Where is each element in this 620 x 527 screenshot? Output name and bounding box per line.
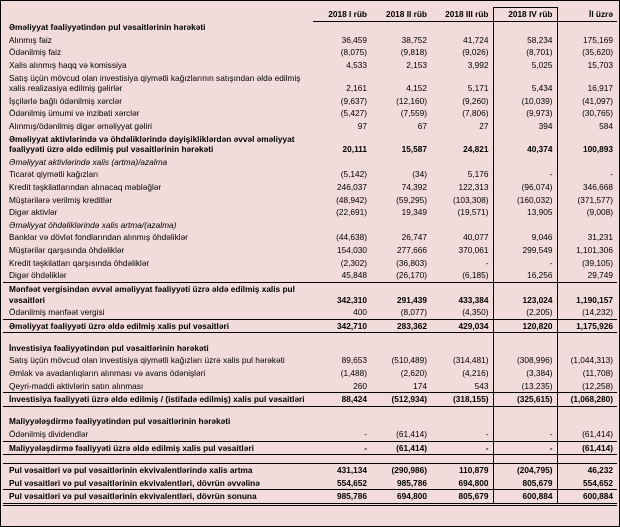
value-cell: (7,559) <box>400 108 427 119</box>
value-cell: 16,917 <box>587 83 613 94</box>
value-cell: (9,973) <box>493 107 557 120</box>
value-cell <box>431 406 493 415</box>
value-cell <box>557 333 617 342</box>
value-cell: (22,691) <box>336 207 367 218</box>
value-cell: (512,934) <box>371 393 431 407</box>
value-cell: (34) <box>412 169 427 180</box>
value-cell <box>371 219 431 232</box>
value-cell: 985,786 <box>397 477 427 488</box>
row-label <box>3 333 313 342</box>
value-cell <box>557 415 617 428</box>
value-cell: - <box>493 168 557 181</box>
value-cell: 19,349 <box>401 207 427 218</box>
value-cell: 24,821 <box>463 144 489 155</box>
value-cell: (290,986) <box>371 464 431 477</box>
value-cell: (12,258) <box>582 380 613 391</box>
value-cell: 5,025 <box>493 59 557 72</box>
value-cell: 1,101,306 <box>576 245 613 256</box>
value-cell: 600,884 <box>557 490 617 505</box>
value-cell: 38,752 <box>401 34 427 45</box>
value-cell: (19,571) <box>457 207 489 218</box>
value-cell <box>371 21 431 34</box>
value-cell: 370,061 <box>458 245 489 256</box>
value-cell: 97 <box>357 120 367 131</box>
value-cell <box>371 342 431 355</box>
table-row <box>3 156 617 169</box>
value-cell <box>313 342 371 355</box>
value-cell: (318,155) <box>431 393 493 407</box>
value-cell <box>431 219 493 232</box>
value-cell: 100,893 <box>583 144 613 155</box>
value-cell: (371,577) <box>577 194 613 205</box>
value-cell <box>493 415 557 428</box>
table-body <box>3 21 617 504</box>
value-cell: 291,439 <box>371 282 431 306</box>
value-cell: (5,142) <box>340 169 367 180</box>
row-label: Mənfəət vergisindən əvvəl əməliyyat fəaliyyəti üzrə əldə edilmiş xalis pul vəsaitləri <box>3 282 313 306</box>
value-cell: - <box>493 441 557 455</box>
value-cell: 554,652 <box>337 477 367 488</box>
value-cell: (2,302) <box>340 257 367 268</box>
value-cell: 3,992 <box>467 59 489 70</box>
value-cell <box>493 406 557 415</box>
value-cell: 277,666 <box>397 245 427 256</box>
value-cell: (325,615) <box>493 393 557 407</box>
value-cell: 805,679 <box>493 477 557 490</box>
table-row <box>3 107 617 120</box>
value-cell: 694,800 <box>458 477 489 488</box>
value-cell: - <box>313 441 371 455</box>
row-label: Müştərilər qarşısında öhdəliklər <box>9 245 125 256</box>
value-cell: 805,679 <box>431 490 493 505</box>
value-cell: 554,652 <box>583 477 613 488</box>
table-row <box>3 194 617 207</box>
table-row <box>3 59 617 72</box>
table-row <box>3 133 617 156</box>
value-cell: 543 <box>474 380 489 391</box>
value-cell: - <box>493 257 557 270</box>
value-cell: (61,414) <box>371 441 431 455</box>
value-cell: 4,152 <box>406 83 427 94</box>
value-cell <box>371 415 431 428</box>
value-cell: (6,185) <box>462 270 489 281</box>
value-cell <box>371 406 431 415</box>
value-cell: (103,308) <box>452 194 489 205</box>
value-cell <box>493 455 557 464</box>
table-row <box>3 380 617 393</box>
value-cell: 89,653 <box>341 355 367 366</box>
row-label: Ödənilmiş mənfəət vergisi <box>9 307 105 318</box>
value-cell <box>371 455 431 464</box>
value-cell: 110,879 <box>431 464 493 477</box>
table-row <box>3 415 617 428</box>
value-cell <box>493 21 557 34</box>
value-cell: (35,620) <box>582 47 613 58</box>
value-cell: 15,703 <box>587 59 613 70</box>
value-cell <box>313 415 371 428</box>
value-cell: 13,905 <box>493 206 557 219</box>
value-cell: 88,424 <box>313 393 371 407</box>
table-row <box>3 21 617 34</box>
row-label: Digər aktivlər <box>9 207 58 218</box>
value-cell <box>557 342 617 355</box>
value-cell: (10,039) <box>493 95 557 108</box>
value-cell: 5,171 <box>467 83 489 94</box>
row-label: Satış üçün mövcud olan investisiya qiymətli kağızları üzrə xalis pul hərəkəti <box>9 355 285 366</box>
value-cell <box>493 156 557 169</box>
row-label: Əməliyyat aktivlərində xalis (artma)/azalma <box>9 156 168 167</box>
table-row <box>3 441 617 455</box>
value-cell: (204,795) <box>493 464 557 477</box>
cash-flow-table <box>3 7 617 506</box>
table-row <box>3 464 617 477</box>
value-cell <box>313 219 371 232</box>
value-cell: - <box>364 429 367 439</box>
value-cell: 154,030 <box>337 245 367 256</box>
value-cell: (1,068,280) <box>557 393 617 407</box>
row-label: Əməliyyat aktivlərində və öhdəliklərində dəyişikliklərdən əvvəl əməliyyat fəaliyyəti üzrə əldə edilmiş pul vəsaitlərinin hərəkəti <box>9 133 295 155</box>
value-cell: (3,384) <box>493 367 557 380</box>
table-row <box>3 282 617 306</box>
row-label: Alınmış faiz <box>9 34 52 45</box>
value-cell: 41,724 <box>463 34 489 45</box>
value-cell: 5,176 <box>467 169 489 180</box>
value-cell <box>313 156 371 169</box>
row-label: Ödənilmiş dividendlər <box>9 429 89 439</box>
value-cell: 58,234 <box>493 34 557 47</box>
value-cell: 36,459 <box>341 34 367 45</box>
value-cell: (2,620) <box>400 368 427 379</box>
table-row <box>3 319 617 333</box>
table-row <box>3 181 617 194</box>
row-label: Müştərilərə verilmiş kreditlər <box>9 194 113 205</box>
value-cell <box>493 219 557 232</box>
value-cell: 433,384 <box>431 282 493 306</box>
row-label: Maliyyələşdirmə fəaliyyəti üzrə əldə edilmiş xalis pul vəsaitləri <box>3 441 313 455</box>
column-header: 2018 II rüb <box>371 8 431 22</box>
value-cell <box>313 21 371 34</box>
row-label: Xalis alınmış haqq və komissiya <box>9 59 127 70</box>
value-cell: 283,362 <box>371 319 431 333</box>
row-label: Əmlak və avadanlıqların alınması və avans ödənişləri <box>9 368 206 379</box>
row-label: İşçilərlə bağlı ödənilmiş xərclər <box>9 95 122 106</box>
row-label-header <box>3 8 313 22</box>
row-label: Pul vəsaitləri və pul vəsaitlərinin ekvivalentlərində xalis artma <box>3 464 313 477</box>
row-label: Əməliyyat öhdəliklərində xalis artma/(azalma) <box>9 219 177 230</box>
value-cell: 16,256 <box>493 269 557 282</box>
value-cell: - <box>485 257 489 268</box>
value-cell <box>431 333 493 342</box>
row-label: Satış üçün mövcud olan investisiya qiymətli kağızlarının satışından əldə edilmiş xalis realizasiya edilmiş gəlirlər <box>9 72 301 94</box>
value-cell: (2,205) <box>493 306 557 319</box>
value-cell: (26,170) <box>396 270 427 281</box>
value-cell: 394 <box>493 120 557 133</box>
value-cell: 174 <box>413 380 427 391</box>
value-cell: 26,747 <box>401 232 427 243</box>
value-cell: (44,638) <box>336 232 367 243</box>
value-cell: (61,414) <box>582 429 613 439</box>
value-cell: (9,818) <box>400 47 427 58</box>
row-label: Digər öhdəliklər <box>9 270 67 281</box>
value-cell: (8,075) <box>340 47 367 58</box>
value-cell: (8,077) <box>400 307 427 318</box>
value-cell: 260 <box>353 380 367 391</box>
value-cell: 29,749 <box>587 270 613 281</box>
value-cell: (160,032) <box>493 194 557 207</box>
value-cell: 246,037 <box>337 182 367 193</box>
value-cell <box>431 342 493 355</box>
value-cell <box>431 455 493 464</box>
value-cell: 123,024 <box>493 282 557 306</box>
value-cell: 2,153 <box>406 59 427 70</box>
value-cell: (61,414) <box>557 441 617 455</box>
value-cell: (7,806) <box>462 108 489 119</box>
value-cell <box>493 342 557 355</box>
row-label: Kredit təşkilatları qarşısında öhdəliklər <box>9 257 150 268</box>
value-cell: - <box>485 429 489 439</box>
value-cell: (11,708) <box>582 368 613 379</box>
value-cell: (13,235) <box>493 380 557 393</box>
value-cell: 20,111 <box>342 144 367 155</box>
value-cell: (41,097) <box>582 95 613 106</box>
value-cell: 400 <box>353 307 367 318</box>
value-cell: 1,190,157 <box>557 282 617 306</box>
value-cell: (48,942) <box>336 194 367 205</box>
value-cell: 5,434 <box>493 72 557 95</box>
value-cell: - <box>610 169 613 180</box>
value-cell <box>493 333 557 342</box>
row-label: Alınmış/ödənilmiş digər əməliyyat gəliri <box>9 120 152 131</box>
value-cell: - <box>431 441 493 455</box>
value-cell: (4,350) <box>462 307 489 318</box>
value-cell: 346,668 <box>583 182 613 193</box>
row-label: Banklar və dövlət fondlarından alınmış öhdəliklər <box>9 232 188 243</box>
value-cell: 431,134 <box>313 464 371 477</box>
value-cell: (36,803) <box>396 257 427 268</box>
value-cell: 74,392 <box>401 182 427 193</box>
value-cell <box>557 21 617 34</box>
column-header: İl üzrə <box>557 8 617 22</box>
table-row <box>3 72 617 95</box>
value-cell: (59,295) <box>396 194 427 205</box>
table-row <box>3 393 617 407</box>
value-cell <box>313 455 371 464</box>
value-cell: 175,169 <box>583 34 613 45</box>
value-cell: 45,848 <box>341 270 367 281</box>
value-cell: 67 <box>417 120 427 131</box>
value-cell: (30,765) <box>582 108 613 119</box>
table-row <box>3 120 617 133</box>
table-row <box>3 206 617 219</box>
row-label: Ödənilmiş faiz <box>9 47 62 58</box>
value-cell: (9,260) <box>462 95 489 106</box>
value-cell: 342,710 <box>313 319 371 333</box>
value-cell: 122,313 <box>458 182 489 193</box>
value-cell: (12,160) <box>396 95 427 106</box>
value-cell <box>313 333 371 342</box>
table-row <box>3 219 617 232</box>
row-label: Ticarət qiymətli kağızları <box>9 169 99 180</box>
value-cell: 120,820 <box>493 319 557 333</box>
table-row <box>3 34 617 47</box>
table-header-row <box>3 8 617 22</box>
row-label: Əməliyyat fəaliyyətindən pul vəsaitlərinin hərəkəti <box>9 22 206 33</box>
value-cell <box>431 156 493 169</box>
value-cell: (1,044,313) <box>570 355 613 366</box>
row-label <box>3 455 313 464</box>
value-cell: (61,414) <box>396 429 427 439</box>
spacer-row <box>3 406 617 415</box>
value-cell: 40,374 <box>493 133 557 156</box>
table-row <box>3 306 617 319</box>
value-cell <box>557 455 617 464</box>
row-label <box>3 406 313 415</box>
value-cell: (96,074) <box>493 181 557 194</box>
table-row <box>3 257 617 270</box>
value-cell: (9,637) <box>340 95 367 106</box>
value-cell: 584 <box>599 120 613 131</box>
table-row <box>3 342 617 355</box>
value-cell: (8,701) <box>493 46 557 59</box>
column-header: 2018 IV rüb <box>493 8 557 22</box>
value-cell <box>313 406 371 415</box>
row-label: Qeyri-maddi aktivlərin satın alınması <box>9 380 144 391</box>
row-label: Pul vəsaitləri və pul vəsaitlərinin ekvivalentləri, dövrün sonuna <box>3 490 313 505</box>
row-label: Maliyyələşdirmə fəaliyyətindən pul vəsaitlərinin hərəkəti <box>9 416 231 427</box>
value-cell: 600,884 <box>493 490 557 505</box>
row-label: Kredit təşkilatlarından alınacaq məbləğlər <box>9 182 162 193</box>
value-cell: 1,175,926 <box>557 319 617 333</box>
value-cell <box>371 333 431 342</box>
row-label: Əməliyyat fəaliyyəti üzrə əldə edilmiş xalis pul vəsaitləri <box>3 319 313 333</box>
value-cell <box>557 219 617 232</box>
table-row <box>3 490 617 505</box>
value-cell: (510,489) <box>391 355 427 366</box>
value-cell: 985,786 <box>313 490 371 505</box>
value-cell: 27 <box>479 120 489 131</box>
table-row <box>3 244 617 257</box>
value-cell: 429,034 <box>431 319 493 333</box>
value-cell: - <box>493 428 557 441</box>
row-label: Ödənilmiş ümumi və inzibati xərclər <box>9 108 140 119</box>
value-cell: (39,105) <box>582 257 613 268</box>
value-cell: (1,488) <box>340 368 367 379</box>
column-header: 2018 III rüb <box>431 8 493 22</box>
value-cell: 2,161 <box>346 83 367 94</box>
table-row <box>3 477 617 490</box>
table-row <box>3 46 617 59</box>
value-cell: 4,533 <box>346 59 367 70</box>
row-label: Pul vəsaitləri və pul vəsaitlərinin ekvivalentləri, dövrün əvvəlinə <box>9 477 260 488</box>
table-row <box>3 428 617 441</box>
value-cell: 15,587 <box>401 144 427 155</box>
value-cell <box>431 21 493 34</box>
value-cell: (314,481) <box>452 355 489 366</box>
spacer-row <box>3 333 617 342</box>
value-cell: (308,996) <box>493 354 557 367</box>
value-cell <box>431 415 493 428</box>
table-row <box>3 168 617 181</box>
value-cell <box>557 406 617 415</box>
table-row <box>3 231 617 244</box>
value-cell: (5,427) <box>340 108 367 119</box>
value-cell: (14,232) <box>582 307 613 318</box>
table-row <box>3 354 617 367</box>
row-label: İnvestisiya fəaliyyəti üzrə əldə edilmiş / (istifadə edilmiş) xalis pul vəsaitləri <box>3 393 313 407</box>
table-row <box>3 95 617 108</box>
value-cell: (4,216) <box>462 368 489 379</box>
value-cell: (9,008) <box>586 207 613 218</box>
value-cell: 9,046 <box>493 231 557 244</box>
value-cell: 46,232 <box>557 464 617 477</box>
row-label: İnvestisiya fəaliyyətindən pul vəsaitlərinin hərəkəti <box>9 342 209 353</box>
value-cell: 40,077 <box>463 232 489 243</box>
value-cell: 342,310 <box>313 282 371 306</box>
value-cell: (9,026) <box>462 47 489 58</box>
value-cell <box>557 156 617 169</box>
spacer-row <box>3 455 617 464</box>
table-row <box>3 269 617 282</box>
value-cell: 694,800 <box>371 490 431 505</box>
value-cell <box>371 156 431 169</box>
value-cell: 299,549 <box>493 244 557 257</box>
table-row <box>3 367 617 380</box>
column-header: 2018 I rüb <box>313 8 371 22</box>
value-cell: 31,231 <box>587 232 613 243</box>
